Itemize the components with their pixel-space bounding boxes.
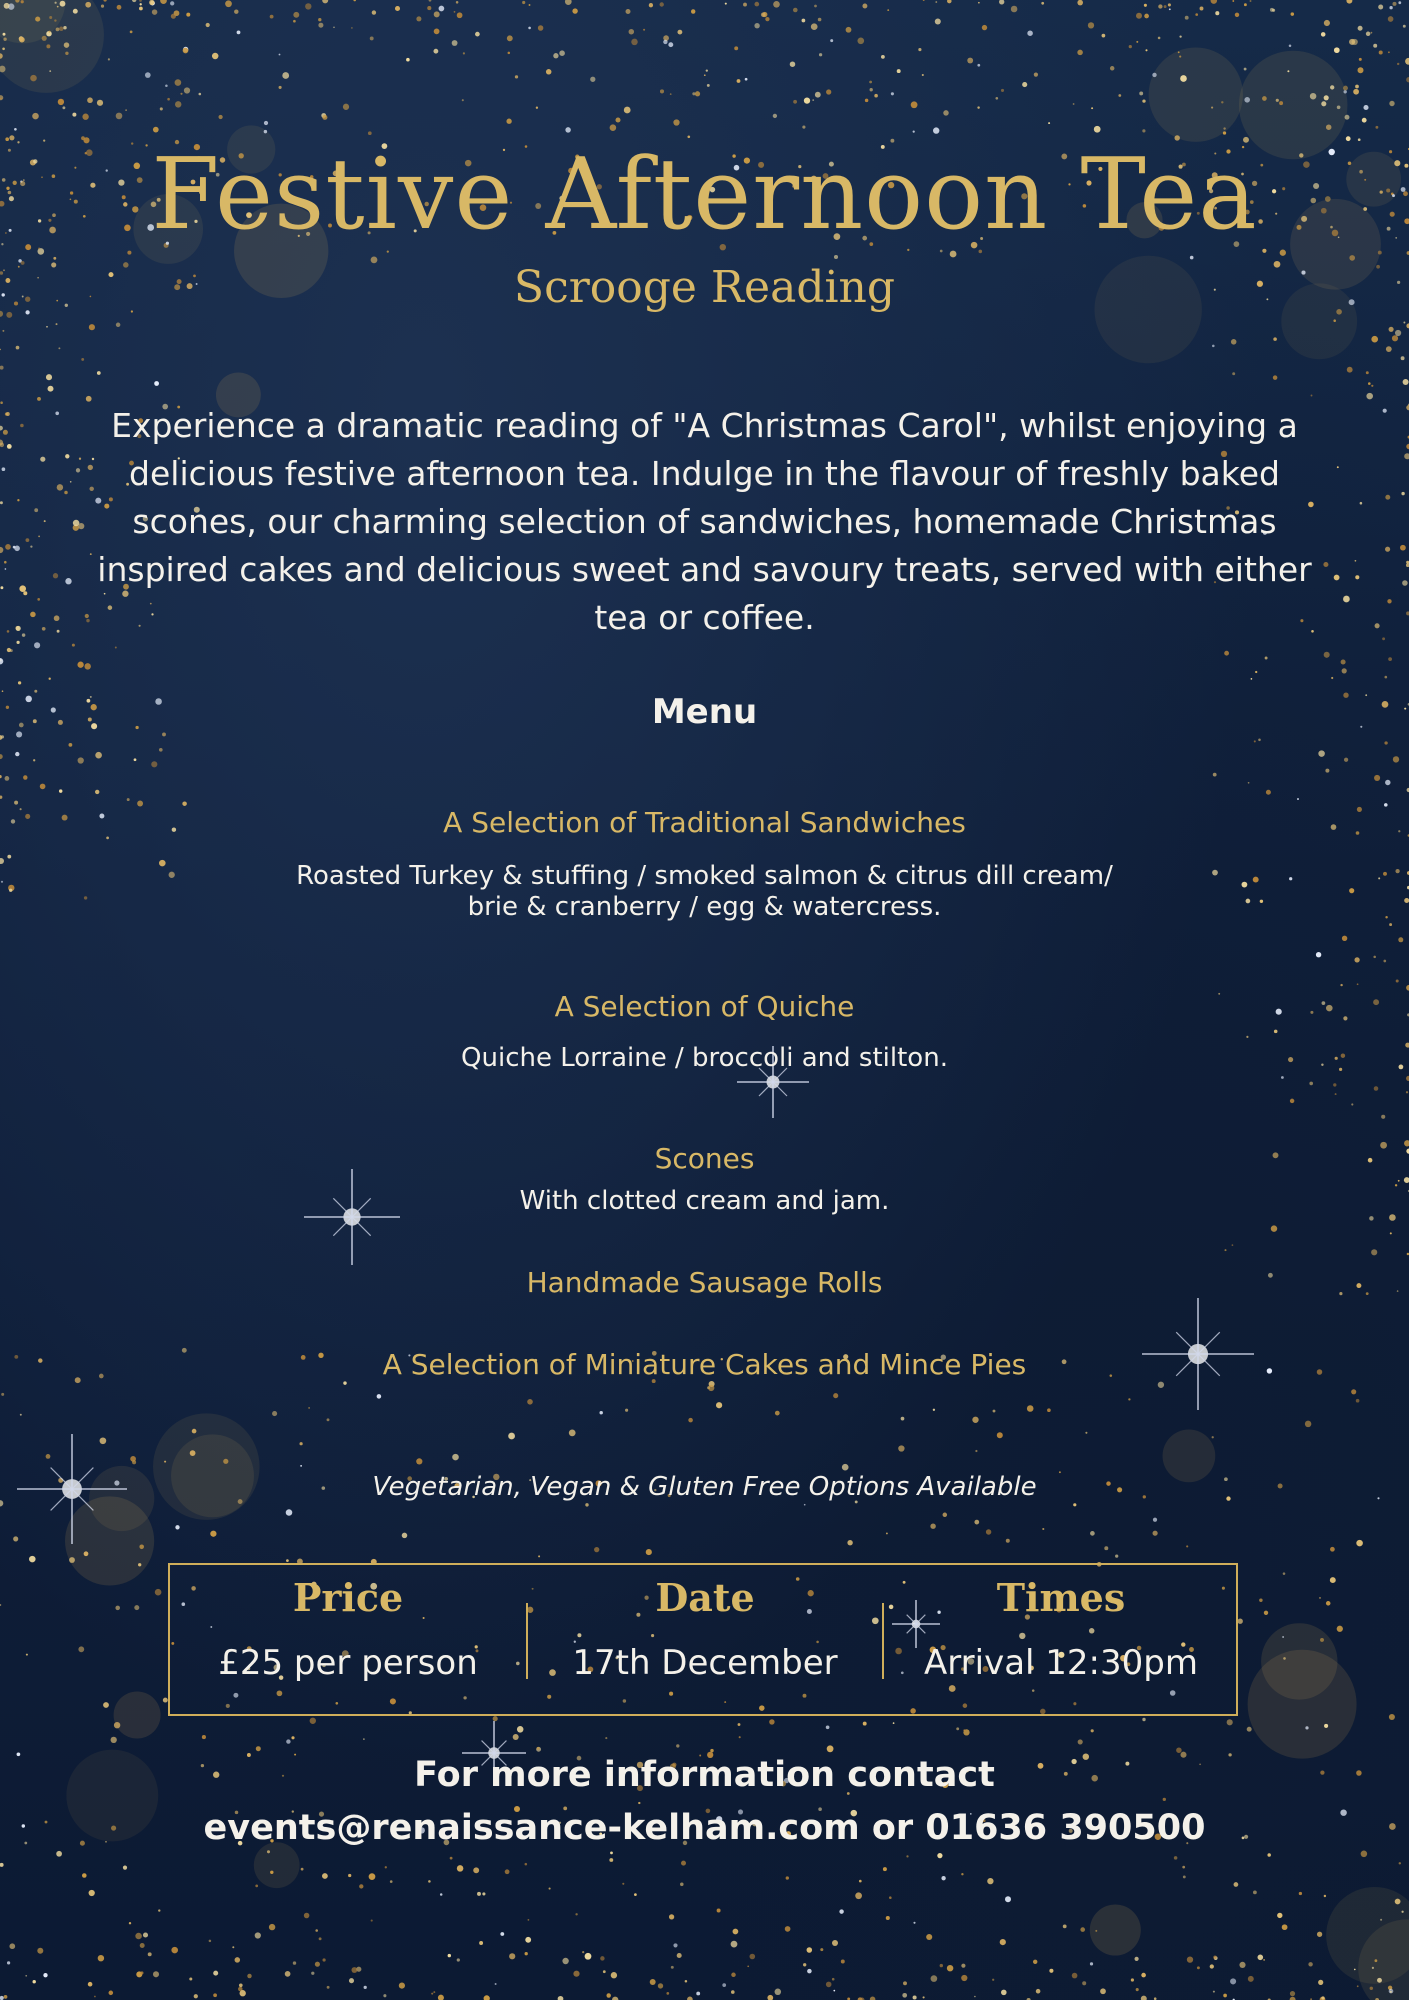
menu-section-description: Quiche Lorraine / broccoli and stilton.	[461, 1043, 948, 1073]
price-column	[170, 1565, 526, 1714]
intro-paragraph: Experience a dramatic reading of "A Christmas Carol", whilst enjoying a delicious festive afternoon tea. Indulge in the flavour of freshly baked scones, our charming selection of sandwiches, homemade Christmas inspired cakes and delicious sweet and savoury treats, served with either tea or coffee.	[97, 406, 1312, 637]
event-info-box	[168, 1563, 1238, 1716]
times-label: Times	[996, 1575, 1126, 1620]
date-column	[527, 1565, 883, 1714]
menu-section-description: With clotted cream and jam.	[519, 1186, 890, 1216]
menu-section-title: Handmade Sausage Rolls	[526, 1266, 883, 1299]
times-column	[883, 1565, 1239, 1714]
page-subtitle: Scrooge Reading	[513, 262, 896, 313]
times-value: Arrival 12:30pm	[924, 1643, 1198, 1683]
price-label: Price	[292, 1575, 404, 1620]
date-value: 17th December	[572, 1643, 838, 1683]
menu-section-title: A Selection of Miniature Cakes and Mince Pies	[382, 1348, 1027, 1381]
menu-section-title: A Selection of Quiche	[554, 990, 855, 1023]
dietary-note: Vegetarian, Vegan & Gluten Free Options Available	[372, 1472, 1037, 1502]
menu-section-title: A Selection of Traditional Sandwiches	[443, 806, 966, 839]
page-title: Festive Afternoon Tea	[151, 138, 1258, 252]
price-value: £25 per person	[218, 1643, 478, 1683]
contact-details[interactable]: events@renaissance-kelham.com or 01636 390500	[203, 1808, 1206, 1848]
contact-line: For more information contact	[414, 1755, 995, 1795]
date-label: Date	[655, 1575, 755, 1620]
menu-section-title: Scones	[654, 1142, 755, 1175]
menu-section-description: Roasted Turkey & stuffing / smoked salmon & citrus dill cream/ brie & cranberry / egg & watercress.	[296, 861, 1113, 922]
menu-heading: Menu	[651, 692, 758, 732]
